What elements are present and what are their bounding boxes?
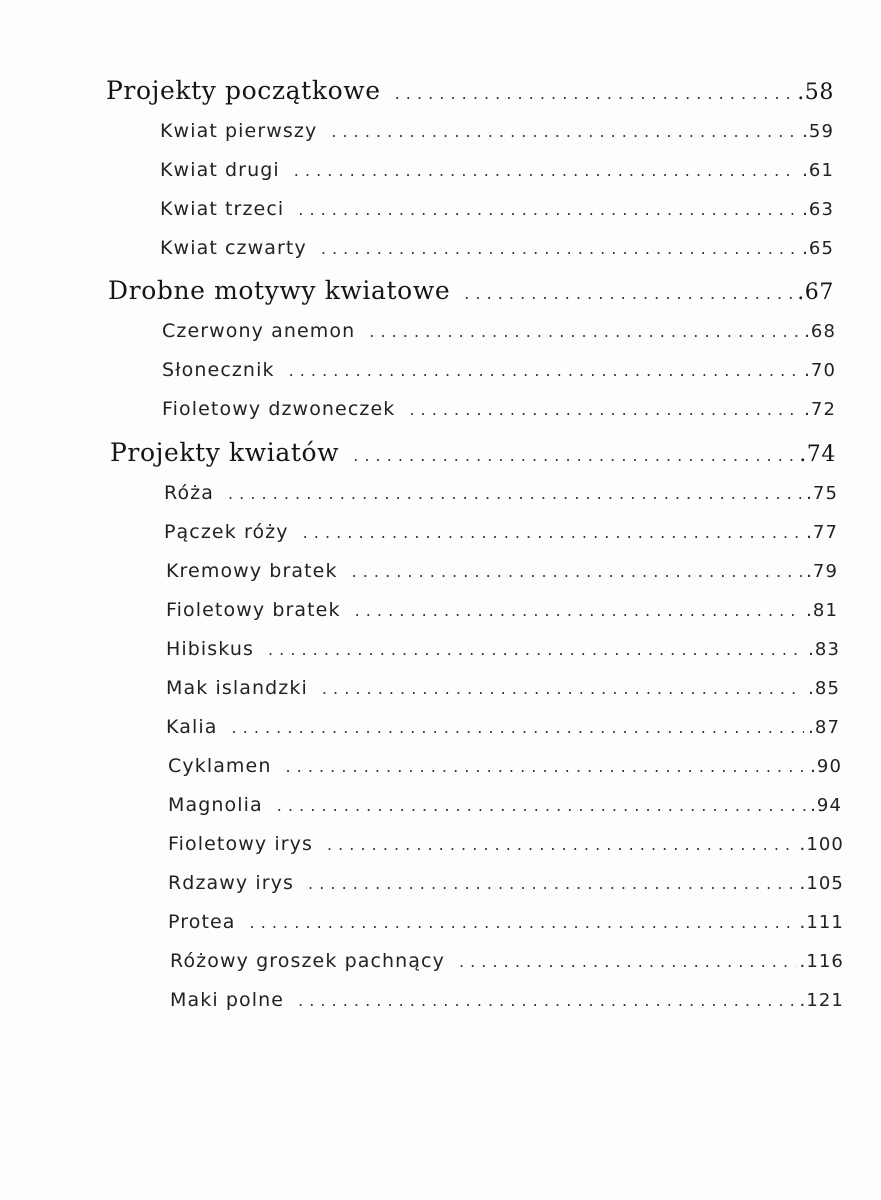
toc-item-slonecznik[interactable] [162, 359, 836, 381]
toc-item-title: Fioletowy dzwoneczek [162, 398, 396, 420]
toc-item-title: Rdzawy irys [168, 872, 295, 894]
toc-page-number: . 65 [802, 238, 834, 259]
toc-item-kwiat-pierwszy[interactable] [160, 120, 834, 142]
toc-page-number: . 63 [802, 199, 834, 220]
dot-leader [322, 679, 804, 698]
toc-page-number: . 67 [797, 280, 834, 305]
toc-section-title: Projekty kwiatów [110, 438, 340, 467]
toc-item-kalia[interactable] [166, 716, 840, 738]
toc-item-title: Kalia [166, 716, 218, 738]
toc-page-number: . 105 [800, 873, 845, 894]
dot-leader [308, 874, 795, 893]
toc-page-number: . 90 [810, 756, 842, 777]
toc-item-kwiat-trzeci[interactable] [160, 198, 834, 220]
toc-section-drobne-motywy-kwiatowe[interactable] [108, 276, 834, 305]
toc-page-number: . 79 [806, 561, 838, 582]
toc-item-title: Słonecznik [162, 359, 275, 381]
toc-page-number: . 121 [800, 990, 845, 1011]
toc-page-number: . 81 [806, 600, 838, 621]
toc-page-number: . 111 [800, 912, 845, 933]
toc-page-number: . 59 [802, 121, 834, 142]
toc-item-title: Cyklamen [168, 755, 272, 777]
dot-leader [228, 484, 802, 503]
toc-page-number: . 74 [799, 442, 836, 467]
toc-item-mak-islandzki[interactable] [166, 677, 840, 699]
toc-item-roza[interactable] [164, 482, 838, 504]
toc-item-title: Fioletowy bratek [166, 599, 341, 621]
toc-item-fioletowy-bratek[interactable] [166, 599, 838, 621]
toc-item-title: Kwiat czwarty [160, 237, 307, 259]
toc-page-number: . 87 [808, 717, 840, 738]
dot-leader [303, 523, 802, 542]
toc-item-title: Hibiskus [166, 638, 254, 660]
toc-section-title: Drobne motywy kwiatowe [108, 276, 451, 305]
dot-leader [231, 718, 804, 737]
toc-section-projekty-kwiatow[interactable] [110, 438, 836, 467]
toc-item-rdzawy-irys[interactable] [168, 872, 844, 894]
toc-item-czerwony-anemon[interactable] [162, 320, 836, 342]
toc-page-number: . 94 [810, 795, 842, 816]
dot-leader [294, 161, 798, 180]
dot-leader [277, 796, 806, 815]
dot-leader [321, 239, 798, 258]
dot-leader [353, 446, 795, 465]
toc-page-number: . 83 [808, 639, 840, 660]
toc-item-fioletowy-irys[interactable] [168, 833, 844, 855]
toc-page-number: . 58 [797, 80, 834, 105]
dot-leader [298, 200, 798, 219]
toc-page-number: . 75 [806, 483, 838, 504]
toc-item-title: Fioletowy irys [168, 833, 313, 855]
toc-item-kwiat-drugi[interactable] [160, 159, 834, 181]
toc-item-title: Czerwony anemon [162, 320, 356, 342]
toc-item-title: Róża [164, 482, 214, 504]
toc-page-number: . 85 [808, 678, 840, 699]
toc-page-number: . 70 [804, 360, 836, 381]
dot-leader [268, 640, 804, 659]
toc-item-maki-polne[interactable] [170, 989, 844, 1011]
toc-item-title: Różowy groszek pachnący [170, 950, 445, 972]
toc-item-title: Pączek róży [164, 521, 289, 543]
toc-item-protea[interactable] [168, 911, 844, 933]
toc-item-paczek-rozy[interactable] [164, 521, 838, 543]
toc-item-title: Kremowy bratek [166, 560, 338, 582]
toc-section-projekty-poczatkowe[interactable] [106, 76, 834, 105]
dot-leader [355, 601, 802, 620]
dot-leader [250, 913, 796, 932]
dot-leader [459, 952, 796, 971]
toc-page-number: . 77 [806, 522, 838, 543]
dot-leader [331, 122, 798, 141]
toc-page-number: . 68 [804, 321, 836, 342]
toc-item-kremowy-bratek[interactable] [166, 560, 838, 582]
dot-leader [289, 361, 801, 380]
toc-item-title: Protea [168, 911, 236, 933]
toc-item-title: Kwiat drugi [160, 159, 280, 181]
dot-leader [285, 757, 806, 776]
toc-item-title: Mak islandzki [166, 677, 308, 699]
dot-leader [409, 400, 800, 419]
toc-item-title: Maki polne [170, 989, 285, 1011]
toc-item-cyklamen[interactable] [168, 755, 842, 777]
dot-leader [464, 284, 793, 303]
toc-page-number: . 116 [800, 951, 845, 972]
dot-leader [352, 562, 803, 581]
dot-leader [298, 991, 795, 1010]
toc-page-number: . 100 [800, 834, 845, 855]
toc-page-number: . 72 [804, 399, 836, 420]
toc-item-magnolia[interactable] [168, 794, 842, 816]
toc-item-title: Kwiat trzeci [160, 198, 285, 220]
dot-leader [369, 322, 800, 341]
toc-page-number: . 61 [802, 160, 834, 181]
dot-leader [395, 84, 794, 103]
toc-item-title: Magnolia [168, 794, 263, 816]
toc-item-kwiat-czwarty[interactable] [160, 237, 834, 259]
dot-leader [327, 835, 796, 854]
toc-section-title: Projekty początkowe [106, 76, 381, 105]
toc-item-title: Kwiat pierwszy [160, 120, 318, 142]
toc-item-hibiskus[interactable] [166, 638, 840, 660]
toc-item-rozowy-groszek-pachnacy[interactable] [170, 950, 844, 972]
toc-item-fioletowy-dzwoneczek[interactable] [162, 398, 836, 420]
